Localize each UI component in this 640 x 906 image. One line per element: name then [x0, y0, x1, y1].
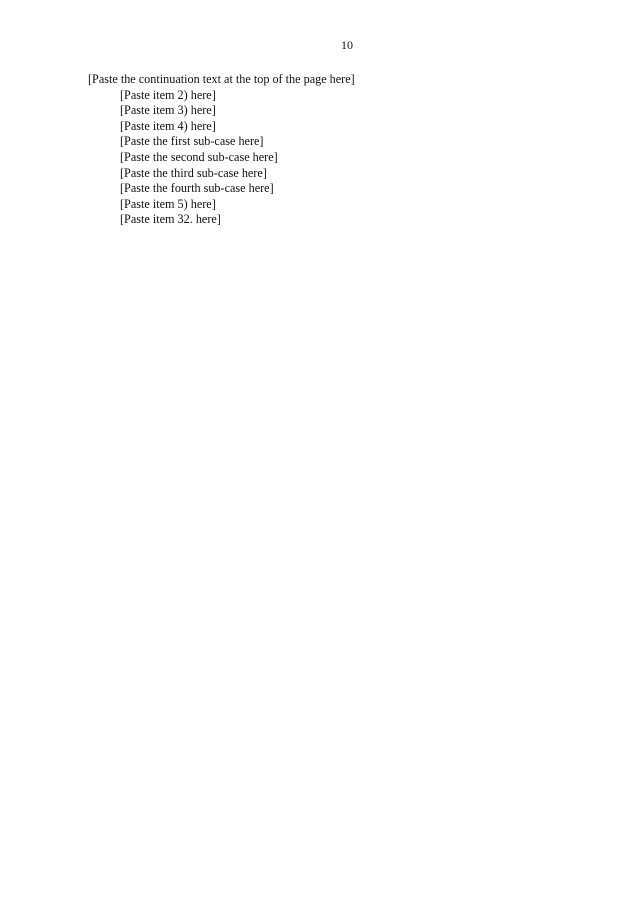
paragraph-item-3: [Paste item 3) here]: [120, 103, 216, 118]
paragraph-item-32: [Paste item 32. here]: [120, 212, 221, 227]
paragraph-case-3: [Paste the third sub-case here]: [120, 165, 267, 180]
paragraph-item-4: [Paste item 4) here]: [120, 118, 216, 133]
paragraph-item-5: [Paste item 5) here]: [120, 196, 216, 211]
paragraph-continuation: [Paste the continuation text at the top of the page here]: [88, 72, 355, 86]
document-body: [88, 72, 606, 228]
paragraph-item-2: [Paste item 2) here]: [120, 87, 216, 102]
paragraph-case-1: [Paste the first sub-case here]: [120, 134, 264, 149]
paragraph-case-4: [Paste the fourth sub-case here]: [120, 181, 274, 196]
paragraph-case-2: [Paste the second sub-case here]: [120, 149, 278, 164]
page-number: 10: [341, 38, 353, 52]
